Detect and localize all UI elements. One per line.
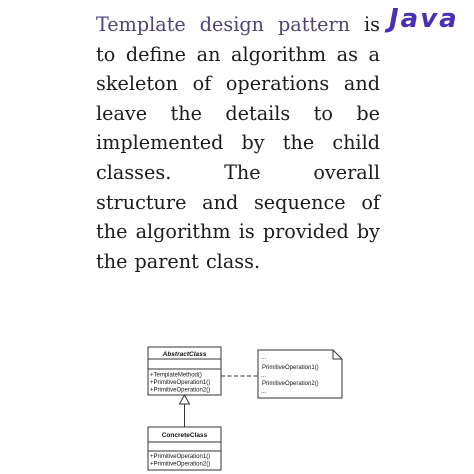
java-logo: Java	[389, 4, 459, 34]
inheritance-arrow	[180, 395, 190, 427]
concrete-method: +PrimitiveOperation1()	[150, 454, 211, 460]
note-line: ...	[261, 389, 267, 395]
note-line: PrimitiveOperation2()	[262, 381, 319, 387]
concrete-method: +PrimitiveOperation2()	[150, 461, 211, 468]
description-text: is to define an algorithm as a skeleton of operations and leave the details to be implemented by the child classes. The overall structure and sequence of the algorithm is provided by the parent class.	[96, 13, 380, 273]
note-line: ...	[261, 373, 267, 379]
abstract-method: +TemplateMethod()	[150, 372, 202, 379]
abstract-class-box	[148, 347, 221, 395]
concrete-class-box	[148, 427, 221, 470]
concrete-class-name: ConcreteClass	[161, 432, 208, 439]
note-line: PrimitiveOperation1()	[262, 365, 319, 371]
abstract-method: +PrimitiveOperation2()	[150, 387, 211, 394]
note-line: ...	[261, 355, 267, 361]
pattern-name-highlight: Template design pattern	[96, 13, 351, 36]
note-box	[258, 350, 342, 398]
abstract-class-name: AbstractClass	[162, 351, 207, 358]
abstract-method: +PrimitiveOperation1()	[150, 380, 211, 386]
